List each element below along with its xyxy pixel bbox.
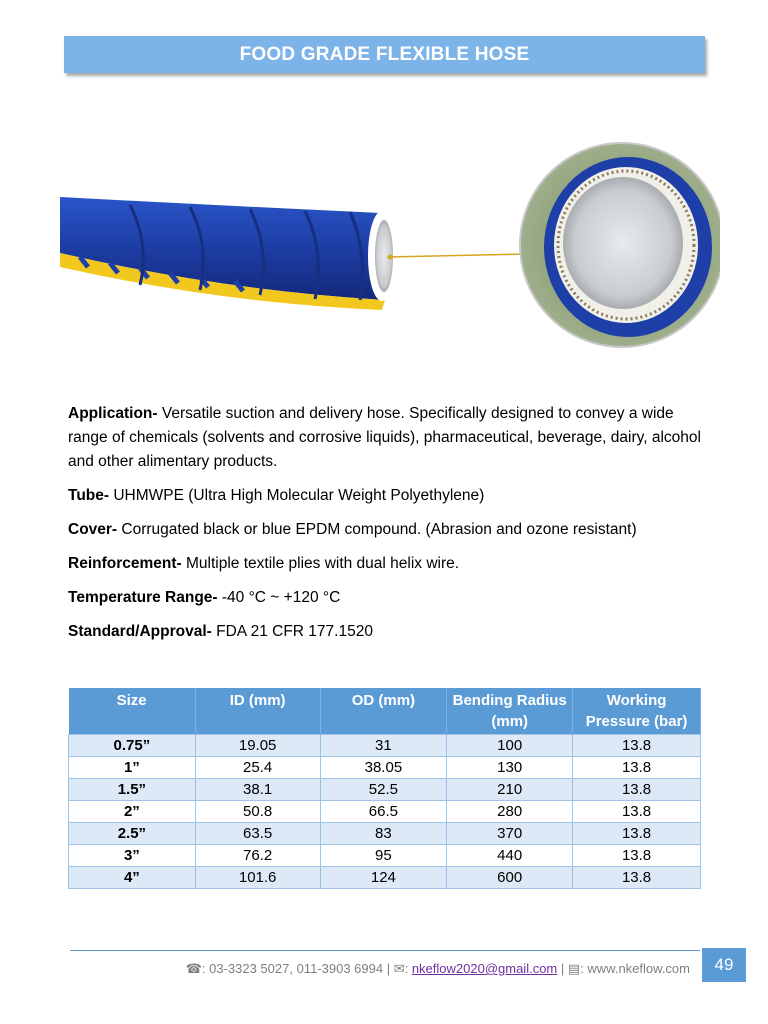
table-header-row [69, 688, 701, 735]
computer-icon: ▤ [567, 961, 581, 976]
cell-bending-radius: 210 [447, 779, 573, 801]
cell-od: 83 [320, 823, 447, 845]
spec-key: Reinforcement- [68, 555, 182, 572]
table-row [69, 779, 701, 801]
spec-application [68, 402, 708, 474]
cell-size: 2.5” [69, 823, 196, 845]
cell-od: 52.5 [320, 779, 447, 801]
cell-od: 66.5 [320, 801, 447, 823]
cell-bending-radius: 130 [447, 757, 573, 779]
cell-working-pressure: 13.8 [573, 757, 701, 779]
spec-value: Multiple textile plies with dual helix wire. [181, 555, 460, 572]
cell-bending-radius: 100 [447, 735, 573, 757]
cell-od: 31 [320, 735, 447, 757]
cell-working-pressure: 13.8 [573, 845, 701, 867]
spec-reinforcement [68, 552, 708, 576]
page-number: 49 [702, 948, 746, 982]
footer-separator: | [557, 961, 568, 976]
cell-bending-radius: 280 [447, 801, 573, 823]
cell-id: 76.2 [195, 845, 320, 867]
footer-email-prefix: : [404, 961, 412, 976]
spec-tube [68, 484, 708, 508]
spec-key: Standard/Approval- [68, 623, 212, 640]
hose-body [60, 197, 385, 310]
cell-id: 38.1 [195, 779, 320, 801]
column-header-size: Size [69, 688, 196, 735]
cell-id: 101.6 [195, 867, 320, 889]
column-header-bending-radius: Bending Radius (mm) [447, 688, 573, 735]
spec-key: Application- [68, 405, 158, 422]
column-header-working-pressure: Working Pressure (bar) [573, 688, 701, 735]
cell-od: 38.05 [320, 757, 447, 779]
spec-value: Corrugated black or blue EPDM compound. (Abrasion and ozone resistant) [117, 521, 637, 538]
cell-od: 124 [320, 867, 447, 889]
spec-value: Versatile suction and delivery hose. Specifically designed to convey a wide range of chemicals (solvents and corrosive liquids), pharmaceutical, beverage, dairy, alcohol and other alimentary products. [68, 405, 701, 470]
cell-working-pressure: 13.8 [573, 735, 701, 757]
email-link[interactable]: nkeflow2020@gmail.com [411, 961, 558, 976]
cell-id: 19.05 [195, 735, 320, 757]
table-row [69, 867, 701, 889]
spec-value: -40 °C ~ +120 °C [217, 589, 341, 606]
spec-key: Temperature Range- [68, 589, 218, 606]
cell-working-pressure: 13.8 [573, 801, 701, 823]
page-title: FOOD GRADE FLEXIBLE HOSE [64, 36, 705, 73]
cell-id: 25.4 [195, 757, 320, 779]
column-header-id: ID (mm) [195, 688, 320, 735]
cell-working-pressure: 13.8 [573, 823, 701, 845]
footer-phone: : 03-3323 5027, 011-3903 6994 | [201, 961, 394, 976]
spec-key: Tube- [68, 487, 110, 504]
spec-list [68, 402, 708, 654]
cell-size: 2” [69, 801, 196, 823]
spec-standard [68, 620, 708, 644]
footer-contact [120, 961, 690, 977]
table-row [69, 757, 701, 779]
cell-size: 3” [69, 845, 196, 867]
table-row [69, 845, 701, 867]
envelope-icon: ✉ [393, 961, 405, 976]
cell-bending-radius: 600 [447, 867, 573, 889]
column-header-od: OD (mm) [320, 688, 447, 735]
spec-value: FDA 21 CFR 177.1520 [211, 623, 373, 640]
cell-od: 95 [320, 845, 447, 867]
footer-divider [70, 950, 700, 951]
table-row [69, 801, 701, 823]
footer-website: : www.nkeflow.com [580, 961, 690, 976]
cell-id: 63.5 [195, 823, 320, 845]
table-row [69, 735, 701, 757]
cell-size: 0.75” [69, 735, 196, 757]
cell-working-pressure: 13.8 [573, 779, 701, 801]
cell-working-pressure: 13.8 [573, 867, 701, 889]
cell-size: 1” [69, 757, 196, 779]
hose-product-image [60, 135, 720, 355]
phone-icon: ☎ [185, 961, 202, 976]
spec-key: Cover- [68, 521, 118, 538]
cell-id: 50.8 [195, 801, 320, 823]
size-table [68, 688, 701, 889]
cell-bending-radius: 440 [447, 845, 573, 867]
cell-size: 4” [69, 867, 196, 889]
spec-temperature [68, 586, 708, 610]
table-row [69, 823, 701, 845]
spec-value: UHMWPE (Ultra High Molecular Weight Polyethylene) [109, 487, 485, 504]
cross-section-detail [520, 143, 720, 347]
cell-bending-radius: 370 [447, 823, 573, 845]
spec-cover [68, 518, 708, 542]
cell-size: 1.5” [69, 779, 196, 801]
